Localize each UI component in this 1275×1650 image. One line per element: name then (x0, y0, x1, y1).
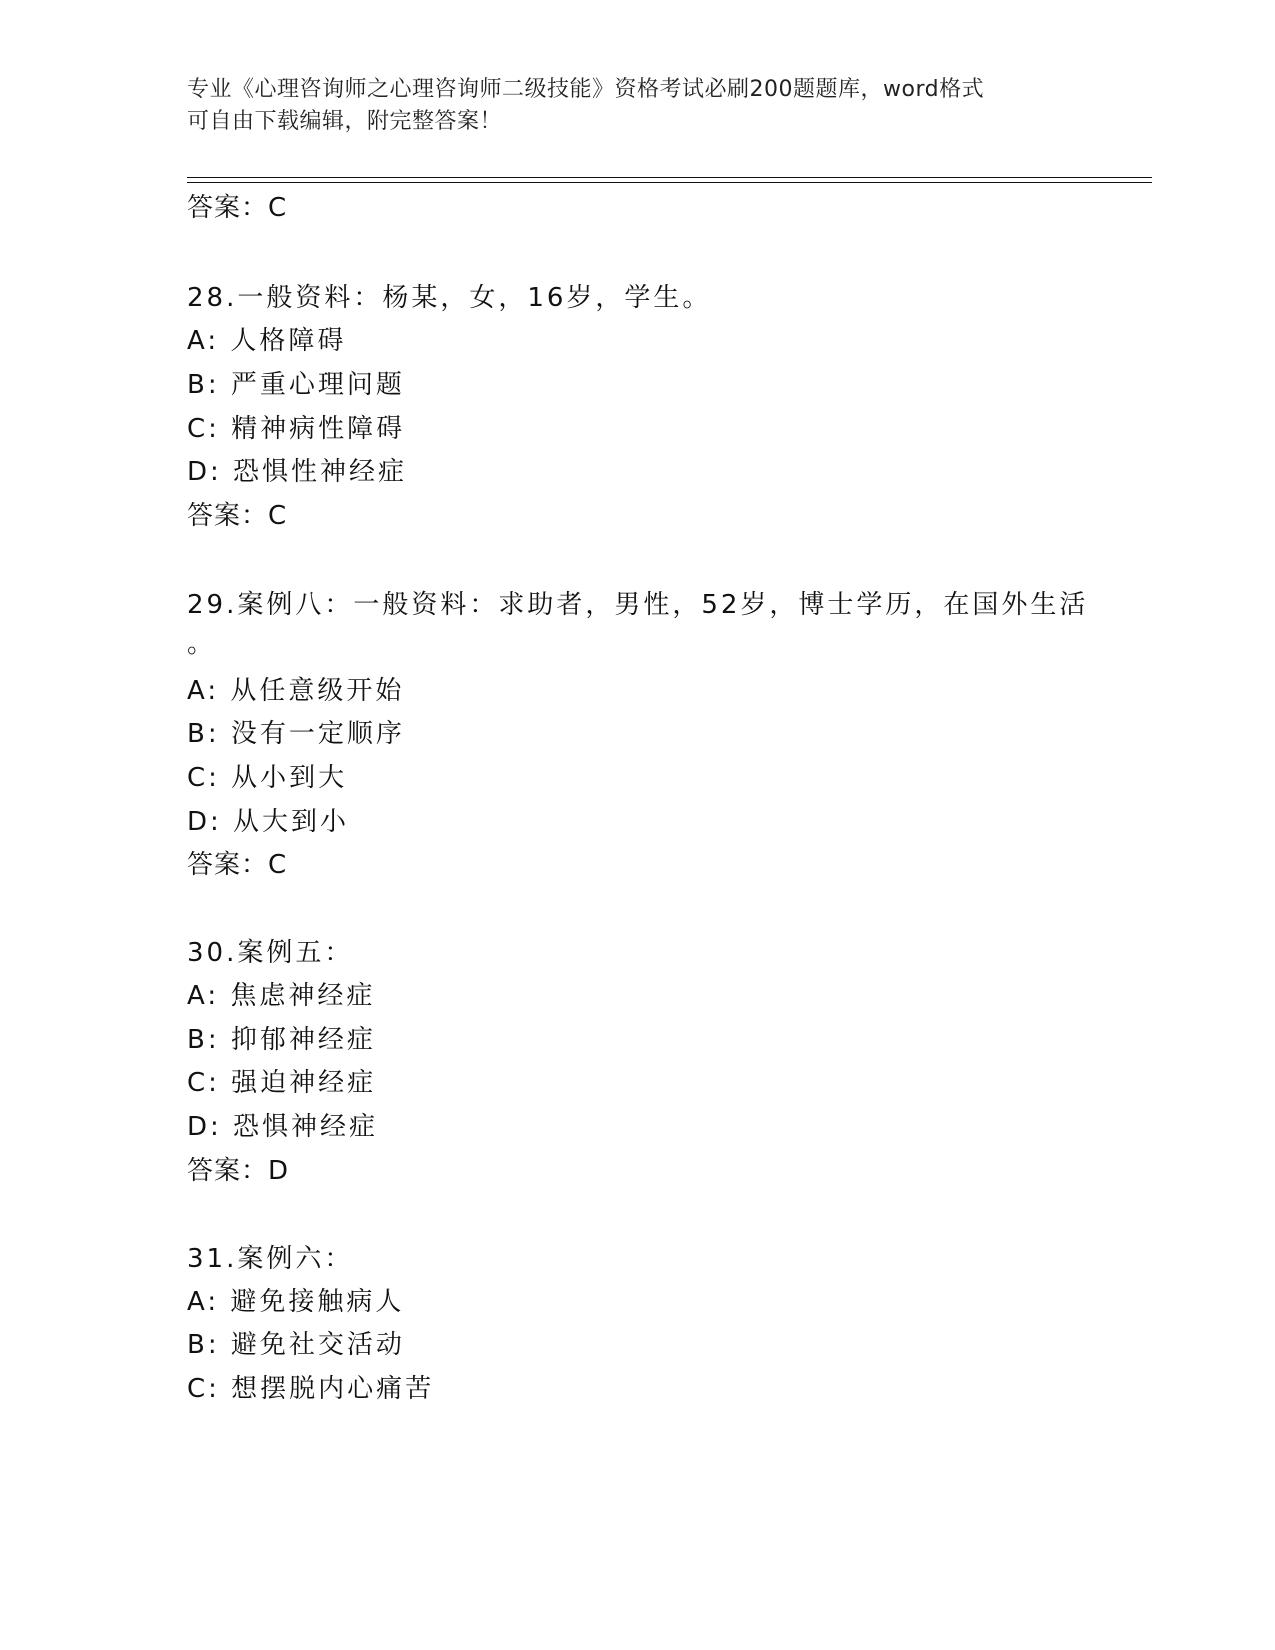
question-29-stem-continuation: 。 (187, 629, 217, 659)
question-31-stem: 31.案例六： (187, 1244, 354, 1274)
question-28-option-c: C: 精神病性障碍 (187, 414, 406, 444)
question-28-option-d: D: 恐惧性神经症 (187, 457, 408, 487)
question-29-answer: 答案：C (187, 850, 288, 880)
header-line-1: 专业《心理咨询师之心理咨询师二级技能》资格考试必刷200题题库，word格式 (187, 77, 985, 102)
question-29-option-d: D: 从大到小 (187, 807, 350, 837)
question-29-option-b: B: 没有一定顺序 (187, 719, 405, 749)
question-28-answer: 答案：C (187, 501, 288, 531)
question-31-option-b: B: 避免社交活动 (187, 1330, 405, 1360)
question-29-stem: 29.案例八：一般资料：求助者，男性，52岁，博士学历，在国外生活 (187, 590, 1089, 620)
header-divider-bottom (187, 182, 1152, 183)
question-28-option-a: A: 人格障碍 (187, 326, 347, 356)
document-header (187, 74, 1067, 138)
question-30-stem: 30.案例五： (187, 938, 354, 968)
question-31-option-a: A: 避免接触病人 (187, 1287, 405, 1317)
question-30-option-a: A: 焦虑神经症 (187, 981, 376, 1011)
question-30-option-b: B: 抑郁神经症 (187, 1025, 376, 1055)
question-29-option-a: A: 从任意级开始 (187, 676, 405, 706)
question-28-option-b: B: 严重心理问题 (187, 370, 405, 400)
answer-prev: 答案：C (187, 193, 288, 223)
question-28-stem: 28.一般资料：杨某，女，16岁，学生。 (187, 283, 712, 313)
question-29-option-c: C: 从小到大 (187, 763, 348, 793)
header-divider-top (187, 177, 1152, 178)
question-30-option-c: C: 强迫神经症 (187, 1068, 377, 1098)
header-line-2: 可自由下载编辑，附完整答案！ (187, 109, 503, 134)
question-30-answer: 答案：D (187, 1156, 290, 1186)
question-30-option-d: D: 恐惧神经症 (187, 1112, 379, 1142)
question-31-option-c: C: 想摆脱内心痛苦 (187, 1374, 435, 1404)
